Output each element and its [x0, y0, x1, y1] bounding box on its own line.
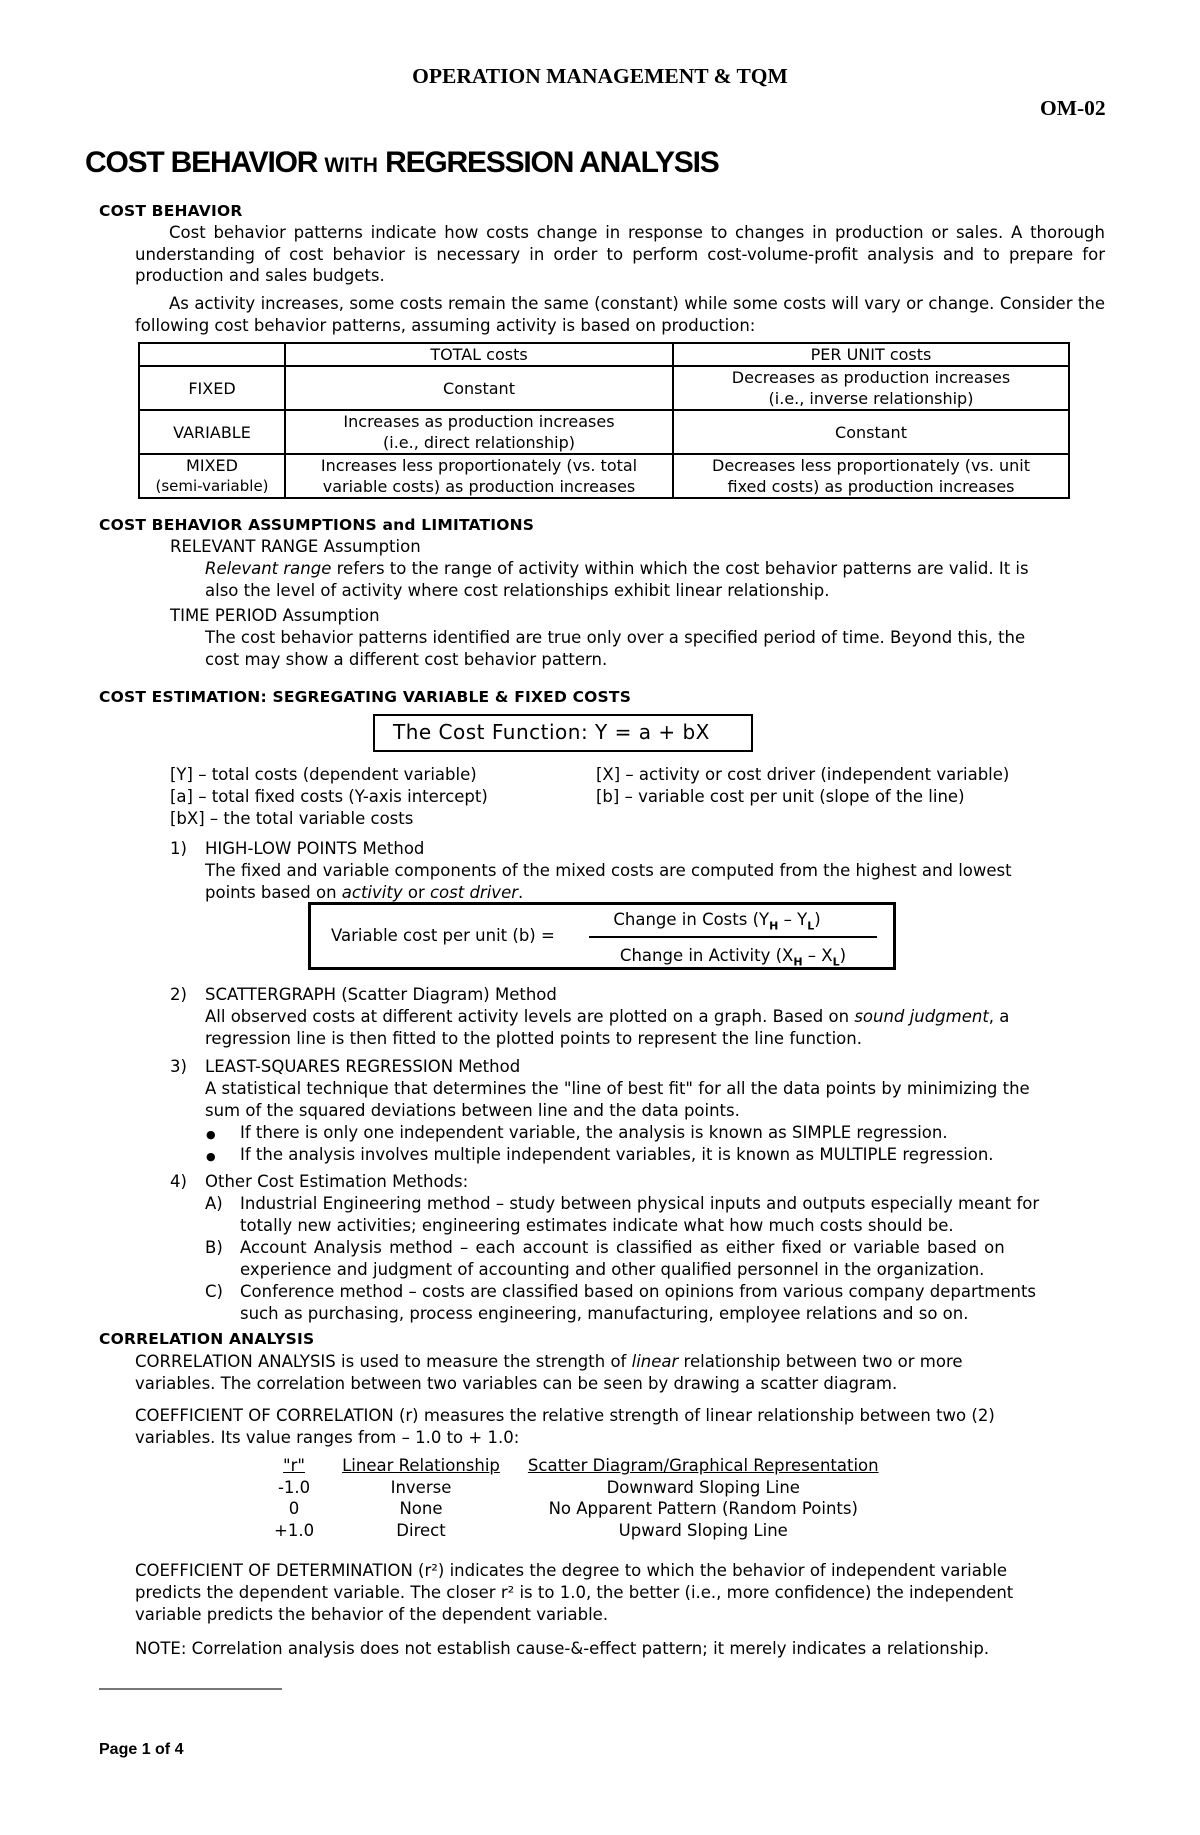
coefficient-correlation-1: COEFFICIENT OF CORRELATION (r) measures the relative strength of linear relationship between two (2) — [135, 1406, 995, 1425]
section-heading-estimation: COST ESTIMATION: SEGREGATING VARIABLE & FIXED COSTS — [99, 688, 632, 706]
method-4-item-key: A) — [205, 1194, 223, 1213]
representation: Downward Sloping Line — [606, 1477, 800, 1497]
method-3-text-2: sum of the squared deviations between line and the data points. — [205, 1101, 740, 1120]
def-x: [X] – activity or cost driver (independent variable) — [596, 765, 1010, 784]
row-label-line-2: (semi-variable) — [155, 477, 269, 495]
formula-denominator: Change in Activity $(X_H - X_L)$ — [619, 946, 847, 969]
cost-behavior-para-2: As activity increases, some costs remain the same (constant) while some costs will vary or change. Consider the following cost behavior patterns, assuming activity is based on production: — [135, 294, 1105, 335]
unit-cell-line-2: fixed costs) as production increases — [727, 477, 1015, 496]
correlation-para-1a — [135, 1351, 963, 1373]
header-r: "r" — [283, 1456, 306, 1475]
unit-cell-line-2: (i.e., inverse relationship) — [768, 389, 974, 408]
relevant-range-title: RELEVANT RANGE Assumption — [170, 537, 421, 556]
correlation-linear: linear — [631, 1352, 679, 1371]
row-label — [139, 454, 285, 498]
correlation-para-1b: variables. The correlation between two variables can be seen by drawing a scatter diagram. — [135, 1374, 898, 1393]
table-row — [260, 1498, 893, 1520]
total-cell-line-1: Increases less proportionately (vs. total — [320, 456, 638, 475]
table-header-row — [139, 343, 1069, 366]
header-linear-relationship: Linear Relationship — [342, 1456, 500, 1475]
total-cell — [285, 454, 673, 498]
def-bx: [bX] – the total variable costs — [170, 809, 414, 828]
method-2-text-1 — [205, 1006, 1009, 1028]
correlation-text-a: CORRELATION ANALYSIS is used to measure the strength of — [135, 1352, 632, 1371]
method-2-text-1c: , a — [988, 1007, 1010, 1026]
unit-cell — [673, 366, 1069, 410]
def-a: [a] – total fixed costs (Y-axis intercept) — [170, 787, 488, 806]
table-header-total: TOTAL costs — [285, 343, 673, 366]
method-4-item-a-line-2: totally new activities; engineering estimates indicate what how much costs should be. — [240, 1216, 954, 1235]
unit-cell — [673, 454, 1069, 498]
method-2-title: SCATTERGRAPH (Scatter Diagram) Method — [205, 985, 557, 1004]
def-y: [Y] – total costs (dependent variable) — [170, 765, 477, 784]
coefficient-determination-1: COEFFICIENT OF DETERMINATION (r²) indicates the degree to which the behavior of independent variable — [135, 1561, 1008, 1580]
time-period-title: TIME PERIOD Assumption — [170, 606, 380, 625]
method-3-bullet-2: If the analysis involves multiple independent variables, it is known as MULTIPLE regression. — [240, 1145, 994, 1164]
course-header: OPERATION MANAGEMENT & TQM — [412, 64, 788, 88]
bullet-icon — [206, 1144, 216, 1168]
module-code: OM-02 — [1040, 96, 1106, 120]
method-2-sound-judgment: sound judgment — [854, 1007, 989, 1026]
r-value: -1.0 — [277, 1477, 311, 1497]
method-3-title: LEAST-SQUARES REGRESSION Method — [205, 1057, 521, 1076]
method-1-text-2e: . — [518, 883, 524, 902]
relevant-range-term: Relevant range — [205, 559, 332, 578]
table-row — [139, 366, 1069, 410]
table-header-unit: PER UNIT costs — [673, 343, 1069, 366]
method-4-title: Other Cost Estimation Methods: — [205, 1172, 469, 1191]
title-part-3: REGRESSION ANALYSIS — [377, 146, 719, 179]
table-row — [139, 454, 1069, 498]
unit-cell: Constant — [673, 410, 1069, 454]
row-label-line-1: MIXED — [186, 456, 238, 475]
time-period-text-2: cost may show a different cost behavior pattern. — [205, 650, 608, 669]
method-3-text-1: A statistical technique that determines the "line of best fit" for all the data points by minimizing the — [205, 1079, 1030, 1098]
method-1-activity: activity — [341, 883, 403, 902]
high-low-formula-box — [308, 902, 896, 970]
method-4-item-key: C) — [205, 1282, 223, 1301]
formula-label: Variable cost per unit (b) = — [331, 926, 555, 945]
method-4-item-c-line-1: Conference method – costs are classified based on opinions from various company departments — [240, 1282, 1037, 1301]
method-3-bullet-1: If there is only one independent variable, the analysis is known as SIMPLE regression. — [240, 1123, 948, 1142]
total-cell: Constant — [285, 366, 673, 410]
r-value: +1.0 — [274, 1520, 315, 1540]
method-4-item-b-line-1: Account Analysis method – each account is classified as either fixed or variable based on — [240, 1238, 1005, 1257]
bullet-icon — [206, 1122, 216, 1146]
method-1-cost-driver: cost driver — [429, 883, 519, 902]
method-1-text-2a: points based on — [205, 883, 342, 902]
method-4-item-c-line-2: such as purchasing, process engineering, manufacturing, employee relations and so on. — [240, 1304, 969, 1323]
formula-numerator: Change in Costs $(Y_H - Y_L)$ — [613, 910, 821, 933]
method-2-number: 2) — [170, 985, 187, 1004]
method-4-item-b-line-2: experience and judgment of accounting and other qualified personnel in the organization. — [240, 1260, 985, 1279]
row-label: FIXED — [139, 366, 285, 410]
method-1-text-2 — [205, 882, 523, 904]
correlation-note: NOTE: Correlation analysis does not establish cause-&-effect pattern; it merely indicates a relationship. — [135, 1639, 990, 1658]
relevant-range-text-1: refers to the range of activity within which the cost behavior patterns are valid. It is — [331, 559, 1029, 578]
method-4-item-key: B) — [205, 1238, 223, 1257]
method-1-title: HIGH-LOW POINTS Method — [205, 839, 425, 858]
total-cell — [285, 410, 673, 454]
relevant-range-text — [205, 558, 1029, 580]
r-value: 0 — [288, 1499, 300, 1518]
table-row — [139, 410, 1069, 454]
total-cell-line-2: (i.e., direct relationship) — [383, 433, 575, 452]
method-1-text-2c: or — [402, 883, 430, 902]
method-2-text-2: regression line is then fitted to the plotted points to represent the line function. — [205, 1029, 862, 1048]
header-scatter-diagram: Scatter Diagram/Graphical Representation — [527, 1456, 879, 1475]
page-title — [85, 146, 719, 180]
footer-rule — [99, 1688, 282, 1690]
relationship: Direct — [396, 1520, 446, 1540]
relationship: Inverse — [390, 1477, 452, 1497]
cost-behavior-table — [138, 342, 1070, 499]
representation: No Apparent Pattern (Random Points) — [548, 1499, 858, 1518]
coefficient-correlation-2: variables. Its value ranges from – 1.0 to + 1.0: — [135, 1428, 520, 1447]
correlation-table — [260, 1455, 893, 1541]
total-cell-line-2: variable costs) as production increases — [322, 477, 636, 496]
formula-fraction-bar — [589, 936, 877, 938]
unit-cell-line-1: Decreases as production increases — [731, 368, 1011, 387]
correlation-text-c: relationship between two or more — [678, 1352, 963, 1371]
page-number: Page 1 of 4 — [99, 1741, 184, 1758]
cost-function-box: The Cost Function: Y = a + bX — [373, 714, 753, 752]
coefficient-determination-2: predicts the dependent variable. The closer r² is to 1.0, the better (i.e., more confidence) the independent — [135, 1583, 1014, 1602]
table-corner-cell — [139, 343, 285, 366]
method-4-item-a-line-1: Industrial Engineering method – study between physical inputs and outputs especially meant for — [240, 1194, 1040, 1213]
total-cell-line-1: Increases as production increases — [343, 412, 615, 431]
row-label: VARIABLE — [139, 410, 285, 454]
cost-behavior-para-1: Cost behavior patterns indicate how costs change in response to changes in production or sales. A thorough understanding of cost behavior is necessary in order to perform cost-volume-profit analysis and to prepare for production and sales budgets. — [135, 223, 1105, 285]
table-row — [260, 1520, 893, 1542]
correlation-table-header — [260, 1455, 893, 1477]
method-2-text-1a: All observed costs at different activity levels are plotted on a graph. Based on — [205, 1007, 855, 1026]
table-row — [260, 1477, 893, 1499]
relationship: None — [399, 1499, 443, 1518]
method-1-text-1: The fixed and variable components of the mixed costs are computed from the highest and lowest — [205, 861, 1012, 880]
method-3-number: 3) — [170, 1057, 187, 1076]
coefficient-determination-3: variable predicts the behavior of the dependent variable. — [135, 1605, 609, 1624]
title-part-2: WITH — [324, 154, 378, 177]
time-period-text-1: The cost behavior patterns identified are true only over a specified period of time. Beyond this, the — [205, 628, 1026, 647]
method-1-number: 1) — [170, 839, 187, 858]
representation: Upward Sloping Line — [618, 1520, 788, 1540]
section-heading-cost-behavior: COST BEHAVIOR — [99, 202, 243, 220]
section-heading-correlation: CORRELATION ANALYSIS — [99, 1330, 315, 1348]
section-heading-assumptions: COST BEHAVIOR ASSUMPTIONS and LIMITATIONS — [99, 516, 535, 534]
def-b: [b] – variable cost per unit (slope of the line) — [596, 787, 965, 806]
method-4-number: 4) — [170, 1172, 187, 1191]
title-part-1: COST BEHAVIOR — [85, 146, 325, 179]
relevant-range-text-2: also the level of activity where cost relationships exhibit linear relationship. — [205, 581, 830, 600]
unit-cell-line-1: Decreases less proportionately (vs. unit — [712, 456, 1030, 475]
